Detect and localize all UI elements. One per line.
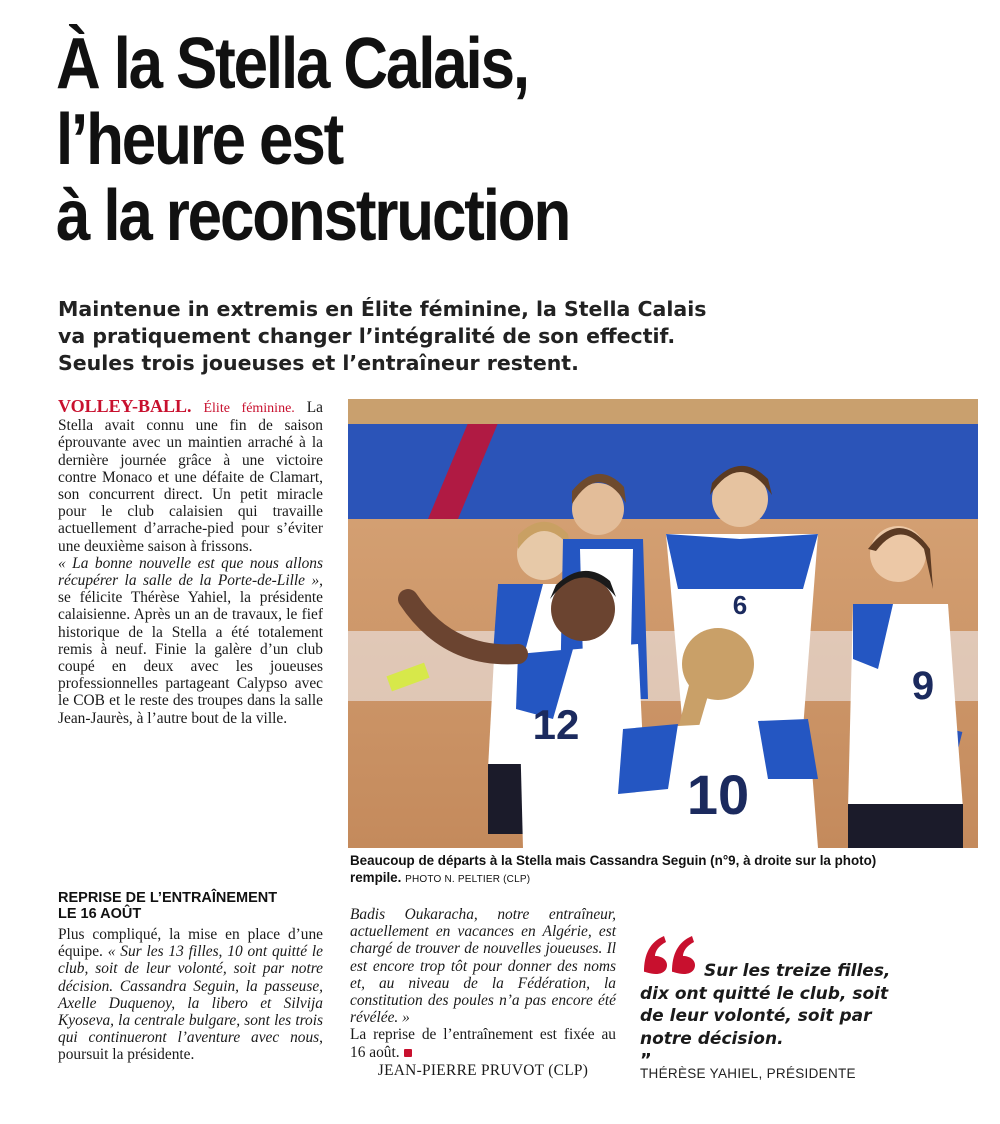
- article-paragraph-3-start: [58, 926, 323, 1064]
- closing-quote-mark: ”: [640, 1050, 652, 1071]
- photo-credit: PHOTO N. PELTIER (CLP): [405, 874, 531, 885]
- caption-line-1: Beaucoup de départs à la Stella mais Cassandra Seguin (n°9, à droite sur la photo): [350, 853, 877, 868]
- end-of-article-mark: [404, 1049, 412, 1057]
- standfirst-line-3: Seules trois joueuses et l’entraîneur restent.: [58, 351, 579, 375]
- jersey-number-10: 10: [686, 763, 750, 826]
- intertitle-line-2: LE 16 AOÛT: [58, 906, 142, 922]
- paragraph-1-text: La Stella avait connu une fin de saison éprouvante avec un maintien arraché à la dernière journée grâce à une victoire contre Monaco et une défaite de Clamart, son concurrent direct. Un petit miracle pour le club calaisien qui travaille actuellement d’arrache-pied pour s’éviter une deuxième saison à frissons.: [58, 399, 323, 555]
- rubric-label: VOLLEY-BALL.: [58, 396, 192, 416]
- pull-quote-line-3: de leur volonté, soit par: [640, 1006, 872, 1026]
- author-signature: JEAN-PIERRE PRUVOT (CLP): [377, 1061, 589, 1079]
- headline-line-1: À la Stella Calais,: [56, 24, 528, 104]
- standfirst-line-2: va pratiquement changer l’intégralité de son effectif.: [58, 324, 676, 348]
- pull-quote-attribution: THÉRÈSE YAHIEL, PRÉSIDENTE: [640, 1066, 856, 1081]
- article-paragraph-3-end: [350, 906, 616, 1026]
- volleyball-team-huddle-image: [348, 399, 978, 848]
- intertitle-line-1: REPRISE DE L’ENTRAÎNEMENT: [58, 890, 278, 906]
- photo-caption: [350, 852, 980, 888]
- headline-line-3: à la reconstruction: [56, 176, 570, 256]
- team-photo: [348, 399, 978, 848]
- intertitle: [58, 890, 323, 922]
- subrubric-label: Élite féminine.: [203, 401, 295, 416]
- article-column-1-continued: [58, 926, 323, 1064]
- jersey-number-6: 6: [732, 590, 748, 620]
- standfirst-line-1: Maintenue in extremis en Élite féminine, la Stella Calais: [58, 297, 707, 321]
- article-paragraph-1: [58, 398, 323, 555]
- article-column-2: [350, 906, 616, 1079]
- paragraph-3-quote: « Sur les 13 filles, 10 ont quitté le club, soit de leur volonté, soit par notre décision. Cassandra Seguin, la passeuse, Axelle Duquenoy, la libero et Silvija Kyoseva, la centrale bulgare, sont les trois qui continueront l’aventure avec nous: [58, 943, 323, 1047]
- jersey-number-9: 9: [911, 664, 935, 708]
- pull-quote-line-4-text: notre décision.: [640, 1028, 784, 1049]
- paragraph-2-text: , se félicite Thérèse Yahiel, la présidente calaisienne. Après un an de travaux, le fief historique de la Stella a été totalement remis à neuf. Finie la galère d’un club coupé en deux avec les joueuses professionnelles partageant Calypso avec le COB et le reste des troupes dans la salle Jean-Jaurès, à l’autre bout de la ville.: [58, 572, 323, 727]
- caption-line-2-text: rempile.: [350, 870, 402, 885]
- article-column-1: [58, 398, 323, 727]
- headline-line-2: l’heure est: [56, 100, 343, 180]
- paragraph-3-intro: Plus compliqué, la mise en place d’une équipe.: [58, 926, 323, 961]
- headline: [56, 26, 830, 254]
- article-paragraph-2: [58, 555, 323, 727]
- jersey-number-12: 12: [532, 701, 580, 748]
- standfirst: [58, 296, 778, 377]
- article-paragraph-4: [350, 1026, 616, 1060]
- paragraph-3-quote-2: Badis Oukaracha, notre entraîneur, actuellement en vacances en Algérie, est chargé de trouver de nouvelles joueuses. Il est encore trop tôt pour donner des noms et, au niveau de la Fédération, la constitution des poules n’a pas encore été révélée. »: [350, 906, 616, 1027]
- paragraph-2-quote: « La bonne nouvelle est que nous allons récupérer la salle de la Porte-de-Lille »: [58, 554, 323, 590]
- paragraph-3-mid: , poursuit la présidente.: [58, 1029, 323, 1064]
- paragraph-4-text: La reprise de l’entraînement est fixée au 16 août.: [350, 1026, 616, 1061]
- pull-quote-line-1: Sur les treize filles,: [704, 961, 891, 981]
- wall-top-trim: [348, 399, 978, 424]
- pull-quote-line-2: dix ont quitté le club, soit: [640, 983, 889, 1004]
- caption-line-2: [350, 869, 980, 888]
- pull-quote: [640, 960, 940, 1073]
